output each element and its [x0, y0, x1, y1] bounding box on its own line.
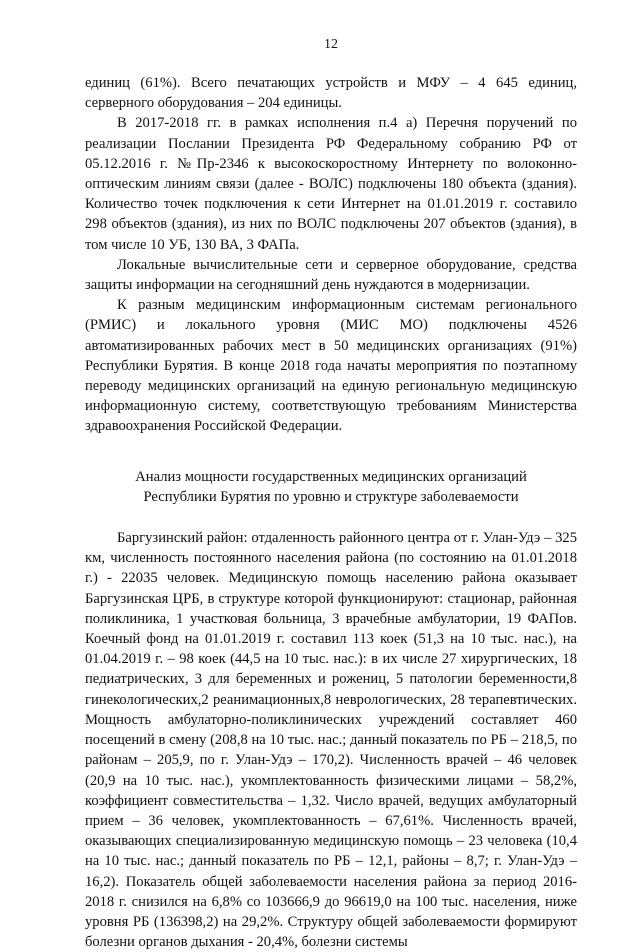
paragraph-internet-connection: В 2017-2018 гг. в рамках исполнения п.4 а) Перечня поручений по реализации Послании Президента РФ Федеральному собранию РФ от 05.12.2016 г. №Пр-2346 к высокоскоростному Интернету по волоконно-оптическим линиям связи (далее - ВОЛС) подключены 180 объекта (здания). Количество точек подключения к сети Интернет на 01.01.2019 г. составило 298 объектов (здания), из них по ВОЛС подключены 207 объектов (здания), в том числе 10 УБ, 130 ВА, 3 ФАПа.	[85, 115, 577, 253]
paragraph-devices-continued: единиц (61%). Всего печатающих устройств и МФУ – 4 645 единиц, серверного оборудования – 204 единицы.	[85, 75, 577, 112]
section-heading-line-2: Республики Бурятия по уровню и структуре заболеваемости	[143, 488, 519, 505]
paragraph-medical-info-systems: К разным медицинским информационным системам регионального (РМИС) и локального уровня (МИС МО) подключены 4526 автоматизированных рабочих мест в 50 медицинских организациях (91%) Республики Бурятия. В конце 2018 года начаты мероприятия по поэтапному переводу медицинских организаций на единую региональную медицинскую информационную систему, соответствующую требованиям Министерства здравоохранения Российской Федерации.	[85, 297, 577, 435]
section-heading-line-1: Анализ мощности государственных медицинских организаций	[135, 468, 527, 485]
section-heading	[85, 467, 577, 507]
paragraph-local-networks: Локальные вычислительные сети и серверное оборудование, средства защиты информации на сегодняшний день нуждаются в модернизации.	[85, 256, 577, 294]
page-number: 12	[324, 37, 338, 52]
paragraph-barguzin-district: Баргузинский район: отдаленность районного центра от г. Улан-Удэ – 325 км, численность постоянного населения района (по состоянию на 01.01.2018 г.) - 22035 человек. Медицинскую помощь населению района оказывает Баргузинская ЦРБ, в структуре которой функционируют: стационар, районная поликлиника, 1 участковая больница, 3 врачебные амбулатории, 19 ФАПов. Коечный фонд на 01.01.2019 г. составил 113 коек (51,3 на 10 тыс. нас.), на 01.04.2019 г. – 98 коек (44,5 на 10 тыс. нас.): в их числе 27 хирургических, 18 педиатрических, 3 для беременных и рожениц, 5 патологии беременности,8 гинекологических,2 реанимационных,8 неврологических, 28 терапевтических. Мощность амбулаторно-поликлинических учреждений составляет 460 посещений в смену (208,8 на 10 тыс. нас.; данный показатель по РБ – 218,5, по районам – 205,9, по г. Улан-Удэ – 170,2). Численность врачей – 46 человек (20,9 на 10 тыс. нас.), укомплектованность физическими лицами – 58,2%, коэффициент совместительства – 1,32. Число врачей, ведущих амбулаторный прием – 36 человек, укомплектованность – 67,61%. Численность врачей, оказывающих специализированную медицинскую помощь – 23 человека (10,4 на 10 тыс. нас.; данный показатель по РБ – 12,1, районы – 8,7; г. Улан-Удэ – 16,2). Показатель общей заболеваемости населения района за период 2016-2018 г. снизился на 6,8% со 103666,9 до 96619,0 на 100 тыс. населения, ниже уровня РБ (136398,2) на 29,2%. Структуру общей заболеваемости формируют болезни органов дыхания - 20,4%, болезни системы	[85, 530, 577, 951]
